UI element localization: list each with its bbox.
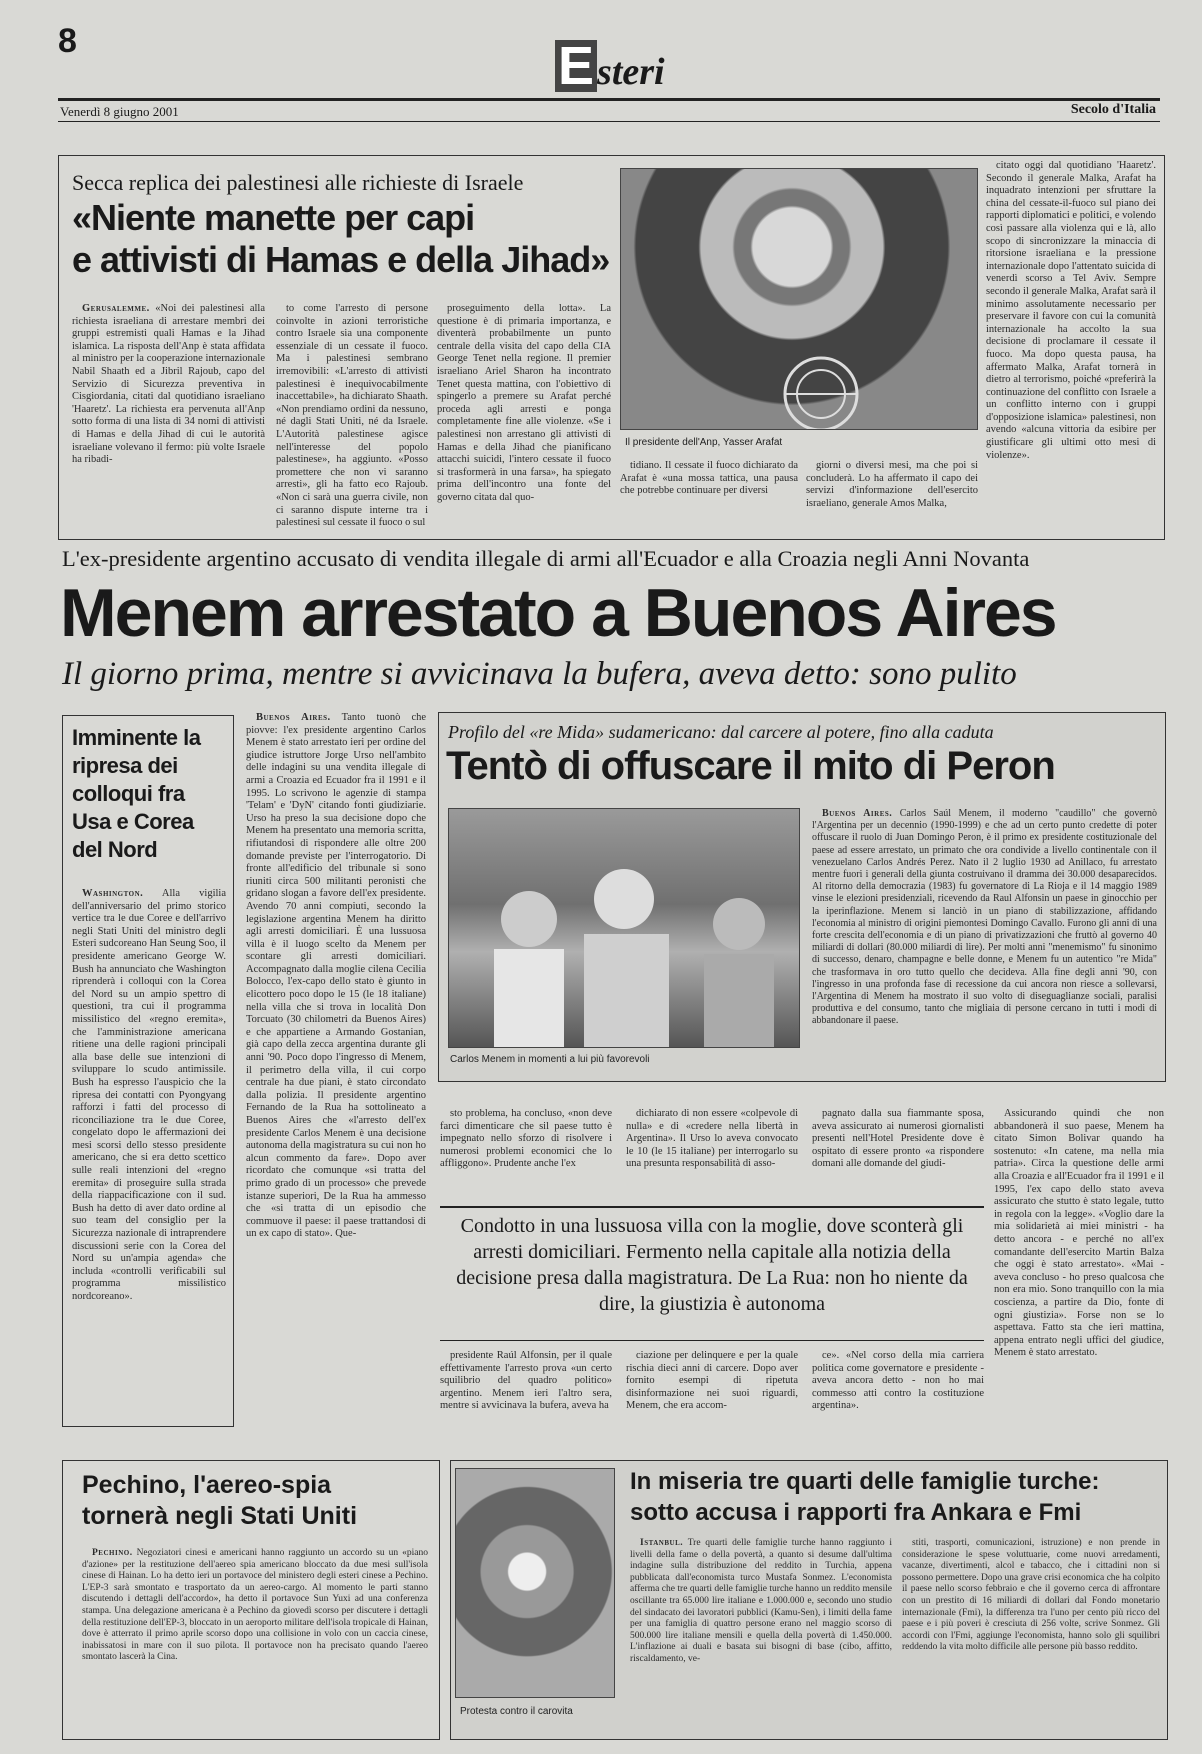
turkey-col-1-text: Tre quarti delle famiglie turche hanno raggiunto i livelli della fame o della povertà, a quanto si desume dall'ultima indagine sulla distribuzione del reddito in Turchia, appena pubblicata dall'economista turco Mustafa Sonmez. L'economista afferma che tre quarti delle famiglie turche hanno un reddito mensile oscillante tra 65.000 lire italiane e 1.000.000 e, secondo uno studio del sindacato dei lavoratori pubblici (Kamu-Sen), i limiti della fame per una famiglia di quattro persone erano nel maggio scorso di 500.000 lire italiane mensili e quella della povertà di 1.450.000. L'inflazione ai duali e basata sui bisogni di base (cibo, affitto, riscaldamento, ve- — [630, 1538, 892, 1664]
top-col-1-text: «Noi dei palestinesi alla richiesta israeliana di arrestare membri dei gruppi estremisti quali Hamas e la Jihad islamica. La risposta dell'Anp è stata affidata al ministro per la cooperazione internazionale Nabil Shaath ed a Jibril Rajoub, capo del Servizio di Sicurezza preventiva in Cisgiordania, citati dal quotidiano israeliano 'Haaretz'. La richiesta era pervenuta all'Anp sotto forma di una lista di 34 nomi di attivisti di Hamas e della Jihad di cui le autorità israeliane volevano il fermo: più volte Israele ha ribadi- — [72, 303, 265, 466]
lower-col-2 — [626, 1350, 798, 1430]
mid-col-4 — [994, 1108, 1164, 1428]
beijing-headline — [82, 1470, 357, 1532]
top-headline — [72, 197, 609, 281]
turkey-col-1 — [630, 1538, 892, 1734]
top-col-2 — [276, 303, 428, 533]
mid-col-1-text: sto problema, ha concluso, «non deve farci dimenticare che sil paese tutto è impegnato nello sforzo di risolvere i numerosi problemi economici che lo affliggono». Prudente anche l'ex — [440, 1108, 612, 1170]
lower-col-1 — [440, 1350, 612, 1430]
profile-kicker: Profilo del «re Mida» sudamericano: dal carcere al potere, fino alla caduta — [448, 722, 994, 742]
menem-body: Tanto tuonò che piovve: l'ex presidente argentino Carlos Menem è stato arrestato ieri per ordine del giudice istruttore Jorge Urso nell'ambito delle indagini su una vendita illegale di armi a Croazia ed Ecuador fra il 1991 e il 1995. Lo scrivono le agenzie di stampa 'Telam' e 'DyN' citando fonti giudiziarie. Urso ha preso la sua decisione dopo che Menem ha presentato una memoria scritta, rifiutandosi di rispondere alle oltre 200 domande previste per l'interrogatorio. Di fronte all'edificio del tribunale si sono riuniti circa 500 militanti peronisti che gridano slogan a favore dell'ex presidente. Avendo 70 anni compiuti, secondo la legislazione argentina Menem ha diritto agli arresti domiciliari. È una lussuosa villa è il luogo scelto da Menem per scontare gli arresti domiciliari. Accompagnato dalla moglie cilena Cecilia Bolocco, l'ex-capo dello stato è giunto in elicottero poco dopo le 15 (le 18 italiane) nella villa che si trova in località Don Torcuato (30 chilometri da Buenos Aires) e che appartiene a Armando Gostanian, già capo della zecca argentina durante gli anni '90. Poco dopo l'ingresso di Menem, il perimetro della villa, il cui corpo centrale ha due piani, è stato circondato dalla polizia. Il presidente argentino Fernando de la Rua ha sottolineato a Buenos Aires che «l'arresto dell'ex presidente Carlos Menem è una decisione autonoma della magistratura su cui non ho alcun commento da fare». Dopo aver ricordato che comunque «si tratta del primo grado di un processo» che prevede istanze superiori, De la Rua ha ammesso che «si tratta di un episodio che commuove il paese: il paese trattandosi di un ex capo di stato». Que- — [246, 712, 426, 1240]
beijing-dateline: Pechino. — [92, 1548, 133, 1558]
mid-col-4-text: Assicurando quindi che non abbandonerà il suo paese, Menem ha citato Simon Bolivar quando ha sostenuto: «In catene, ma nella mia patria». Circa la questione delle armi alla Croazia e all'Ecuador fra il 1991 e il 1995, l'ex capo dello stato aveva assicurato che stutto è stato legale, tutto in regola con la legge». «Voglio dare la mia solidarietà ai miei ministri - ha detto ancora - e perché no all'ex comandante dell'esercito Martin Balza che oggi è stato arrestato». «Mai - aveva concluso - ho preso qualcosa che non era mio. Sono tranquillo con la mia coscienza, a partire da Dio, fonte di ogni giustizia». Forse non se lo aspettava. Fatto sta che ieri mattina, appena entrato negli uffici del giudice, Menem è stato arrestato. — [994, 1108, 1164, 1359]
top-col-3-text: proseguimento della lotta». La questione è di primaria importanza, e diventerà probabilmente un punto centrale della visita del capo della CIA George Tenet nella regione. Il premier israeliano Ariel Sharon ha incontrato Tenet questa mattina, con l'obiettivo di spingerlo a premere su Arafat perché proceda agli arresti e ponga completamente fine alle violenze. «Se i palestinesi non arrestano gli attivisti di Hamas e della Jihad che pianificano attacchi suicidi, l'intero cessate il fuoco si trasformerà in una farsa», ha spiegato prima dell'incontro una fonte del governo citata dal quo- — [437, 303, 611, 503]
protest-caption: Protesta contro il carovita — [460, 1706, 573, 1717]
arafat-caption: Il presidente dell'Anp, Yasser Arafat — [625, 437, 783, 448]
turkey-col-2 — [902, 1538, 1160, 1734]
top-kicker: Secca replica dei palestinesi alle richieste di Israele — [72, 170, 524, 195]
crowd-figures-icon — [449, 809, 800, 1048]
pullquote-rule-bottom — [440, 1340, 984, 1341]
beijing-text — [82, 1548, 428, 1732]
mid-col-2 — [626, 1108, 798, 1190]
profile-text — [812, 808, 1157, 1076]
section-initial: E — [555, 40, 597, 92]
mid-col-3 — [812, 1108, 984, 1190]
korea-body: Alla vigilia dell'anniversario del primo storico vertice tra le due Coree e dell'arrivo negli Stati Uniti del ministro degli Esteri sudcoreano Han Seung Soo, il presidente americano George W. Bush ha annunciato che Washington riprenderà i colloqui con la Corea del Nord su un ampio spettro di questioni, tra cui il programma missilistico del «regno eremita», che l'amministrazione americana ritiene una delle ragioni principali alla base delle sue intenzioni di sviluppare lo scudo antimissile. Bush ha espresso l'auspicio che la ripresa dei contatti con Pyongyang rafforzi i fatti del processo di riconciliazione tra le due Coree, congelato dopo le affermazioni dei mesi scorsi dello stesso presidente americano, che si era detto scettico sulle reali intenzioni del «regno eremita» di proseguire sulla strada della riappacificazione con il sud. Bush ha detto di aver dato ordine al suo team del consiglio per la Sicurezza nazionale di intraprendere discussioni serie con la Corea del Nord su un'ampia agenda» che includa «controlli verificabili sul programma missilistico nordcoreano». — [72, 888, 226, 1302]
header-rule — [58, 98, 1160, 101]
top-col-4 — [620, 460, 798, 532]
profile-dateline: Buenos Aires. — [822, 808, 893, 819]
top-col-2-text: to come l'arresto di persone coinvolte in azioni terroristiche contro Israele sia una componente essenziale di un cessate il fuoco. Ma i palestinesi sembrano irremovibili: «L'arresto di attivisti palestinesi è inequivocabilmente inaccettabile», ha dichiarato Shaath. «Non prendiamo ordini da nessuno, né dagli Stati Uniti, né da Israele. L'Autorità palestinese agisce nell'interesse del popolo palestinese», ha aggiunto. «Posso promettere che non vi saranno arresti», gli ha fatto eco Rajoub. «Non ci sarà una guerra civile, non ci saranno dispute interne tra i palestinesi sul cessate il fuoco o sul — [276, 303, 428, 529]
top-col-5-text: giorni o diversi mesi, ma che poi si concluderà. Lo ha affermato il capo dei servizi d'informazione dell'esercito israeliano, generale Amos Malka, — [806, 460, 978, 509]
main-headline: Menem arrestato a Buenos Aires — [60, 575, 1056, 651]
un-emblem-icon — [621, 169, 978, 430]
top-col-4-text: tidiano. Il cessate il fuoco dichiarato da Arafat è «una mossa tattica, una pausa che potrebbe continuare per diversi — [620, 460, 798, 497]
lower-col-3 — [812, 1350, 984, 1430]
turkey-headline-line-2: sotto accusa i rapporti fra Ankara e Fmi — [630, 1499, 1082, 1526]
top-headline-line-2: e attivisti di Hamas e della Jihad» — [72, 239, 610, 280]
menem-photo — [448, 808, 800, 1048]
top-col-3 — [437, 303, 611, 533]
beijing-headline-line-2: tornerà negli Stati Uniti — [82, 1502, 358, 1530]
top-headline-line-1: «Niente manette per capi — [72, 197, 475, 238]
turkey-headline — [630, 1466, 1099, 1528]
top-col-5 — [806, 460, 978, 532]
main-subhead: Il giorno prima, mentre si avvicinava la bufera, aveva detto: sono pulito — [62, 656, 1017, 692]
korea-dateline: Washington. — [82, 888, 144, 899]
beijing-headline-line-1: Pechino, l'aereo-spia — [82, 1471, 332, 1499]
top-col-6 — [986, 160, 1156, 532]
header-paper: Secolo d'Italia — [1070, 102, 1156, 117]
lower-col-2-text: ciazione per delinquere e per la quale rischia dieci anni di carcere. Dopo aver fornito esempi di ripetuta disinformazione nei suoi riguardi, Menem, che era accom- — [626, 1350, 798, 1412]
menem-col — [246, 712, 426, 1430]
lower-col-3-text: ce». «Nel corso della mia carriera politica come governatore e presidente - aveva ancora detto - non ho mai commesso atti contro la costituzione argentina». — [812, 1350, 984, 1412]
korea-headline: Imminente la ripresa dei colloqui fra Usa e Corea del Nord — [72, 725, 201, 862]
section-title — [555, 36, 665, 96]
top-dateline: Gerusalemme. — [82, 303, 150, 314]
arafat-photo — [620, 168, 978, 430]
mid-col-2-text: dichiarato di non essere «colpevole di nulla» e di «credere nella libertà in Argentina». Il Urso lo aveva convocato le 10 (le 15 italiane) per interrogarlo su una presunta responsabilità di asso- — [626, 1108, 798, 1170]
header-date: Venerdì 8 giugno 2001 — [60, 104, 179, 119]
mid-col-3-text: pagnato dalla sua fiammante sposa, aveva assicurato ai numerosi giornalisti presenti nell'Hotel Presidente dove è ospitato di essere pronto «a rispondere domani alle domande del giudi- — [812, 1108, 984, 1170]
top-col-6-text: citato oggi dal quotidiano 'Haaretz'. Secondo il generale Malka, Arafat ha inquadrato intenzioni per sfruttare la china del cessate-il-fuoco sul piano dei rapporti diplomatici e politici, e volendo così passare alla violenza qui e là, allo scopo di sincronizzare la minaccia di ritorsione israeliana e la pressione internazionale dopo l'attentato suicida di venerdì scorso a Tel Aviv. Sempre secondo il generale Malka, Arafat sarà il minimo assolutamente necessario per preservare il favore con cui la comunità internazionale ha accolto la sua decisione di proclamare il cessate il fuoco. Ma dopo questa pausa, ha affermato Malka, Arafat tornerà in dietro al terrorismo, poiché «preferirà la continuazione del conflitto con Israele a un conflitto interno con i gruppi d'opposizione islamica» palestinesi, non avendo «alcuna vittoria da esibire per giustificare gli ultimi otto mesi di violenze». — [986, 160, 1156, 461]
profile-headline: Tentò di offuscare il mito di Peron — [446, 744, 1055, 788]
top-col-1 — [72, 303, 265, 533]
profile-body: Carlos Saúl Menem, il moderno "caudillo" che governò l'Argentina per un decennio (1990-1999) e che ad un certo punto credette di poter offuscare il ruolo di Juan Domingo Peron, è il primo ex presidente costituzionale del paese ad essere arrestato, un primato che ora condivide a livello continentale con il venezuelano Carlos Andrés Perez. Nato il 2 luglio 1930 ad Anillaco, fu arrestato mentre fuori i generali della giunta costruivano il dramma dei 30.000 desaparecidos. Al ritorno della democrazia (1983) fu governatore di La Rioja e il 14 maggio 1989 vinse le elezioni presidenziali, ricevendo da Raul Alfonsin un paese in ginocchio per la iperinflazione. Menem si lanciò in un piano di stabilizzazione, affidando l'economia al ministro di origini piemontesi Domingo Cavallo. Furono gli anni di una forte crescita dell'economia e di un piano di privatizzazioni che fruttò al governo 40 miliardi di dollari (80.000 miliardi di lire). Per molti anni "menemismo" fu sinonimo di successo, denaro, champagne e belle donne, e Menem fu un autentico "re Mida" che trasformava in oro tutto quello che decideva. Alla fine degli anni '90, con l'ingresso in una profonda fase di recessione da cui ancora non riesce a sollevarsi, l'Argentina di Menem ha mostrato il suo volto di diseguaglianze sociali, paralisi produttiva e del consumo, tanto che migliaia di persone cercano in tutti i modi di abbandonare il paese. — [812, 808, 1157, 1027]
lower-col-1-text: presidente Raúl Alfonsin, per il quale effettivamente l'arresto prova «un certo squilibrio del quadro politico» argentino. Menem ieri l'altro sera, mentre si avvicinava la bufera, aveva ha — [440, 1350, 612, 1412]
main-kicker: L'ex-presidente argentino accusato di vendita illegale di armi all'Ecuador e alla Croazia negli Anni Novanta — [62, 546, 1030, 571]
menem-dateline: Buenos Aires. — [256, 712, 331, 723]
pullquote: Condotto in una lussuosa villa con la moglie, dove sconterà gli arresti domiciliari. Fermento nella capitale alla notizia della decisione presa dalla magistratura. De La Rua: non ho niente da dire, la giustizia è autonoma — [456, 1215, 968, 1315]
korea-text — [72, 888, 226, 1418]
pullquote-rule-top — [440, 1206, 984, 1208]
menem-photo-caption: Carlos Menem in momenti a lui più favorevoli — [450, 1054, 650, 1065]
protest-photo — [455, 1468, 615, 1698]
header-rule-2 — [58, 121, 1160, 122]
turkey-dateline: Istanbul. — [640, 1538, 684, 1548]
mid-col-1 — [440, 1108, 612, 1190]
section-rest: steri — [597, 51, 665, 93]
turkey-headline-line-1: In miseria tre quarti delle famiglie turche: — [630, 1468, 1100, 1495]
beijing-body: Negoziatori cinesi e americani hanno raggiunto un accordo su un «piano d'azione» per la restituzione dell'aereo spia americano bloccato da due mesi sull'isola cinese di Hainan. Lo ha detto ieri un portavoce del ministero degli esteri cinese a Pechino. L'EP-3 sarà smontato e trasportato da un aereo-cargo. Al momento le parti stanno discutendo i dettagli dell'accordo», ha detto il portavoce Sun Yuxi ad una conferenza stampa. Una delegazione americana è a Pechino da giovedì scorso per discutere i dettagli della restituzione dell'EP-3, bloccato in un aeroporto militare dell'isola tropicale di Hainan, dove è atterrato il primo aprile scorso dopo una collisione in volo con un caccia cinese, inabissatosi in mare con il suo pilota. Il portavoce non ha precisato quando l'aereo smontato lascerà la Cina. — [82, 1548, 428, 1663]
turkey-col-2-text: stiti, trasporti, comunicazioni, istruzione) e non prende in considerazione le spese voluttuarie, come nuovi arredamenti, vacanze, divertimenti, alcol e tabacco, che i cittadini non si possono permettere. Dopo una grave crisi economica che ha colpito il paese nello scorso febbraio e che il governo cerca di affrontare con un prestito di 16 miliardi di dollari dal Fondo monetario internazionale (Fmi), la differenza tra l'uno per cento più ricco del paese e i più poveri è cresciuta di 256 volte, scrive Sonmez. Gli accordi con l'Fmi, aggiunge l'economista, hanno solo gli squilibri reddendo la vita molto difficile alle persone più basso reddito. — [902, 1538, 1160, 1653]
page-number: 8 — [58, 22, 77, 60]
